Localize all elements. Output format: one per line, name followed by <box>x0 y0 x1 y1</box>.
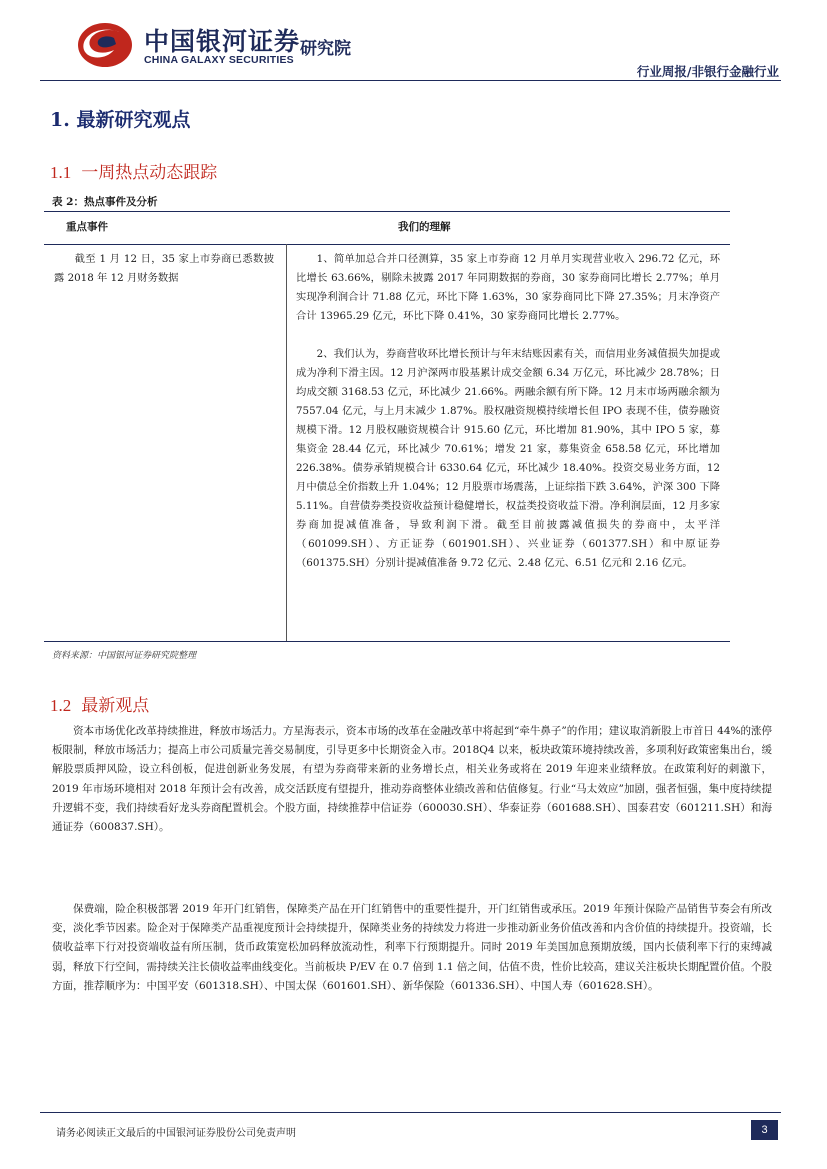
subsection-title-1-1 <box>50 158 217 183</box>
page-number: 3 <box>751 1120 778 1140</box>
paragraph-insurance: 保费端，险企积极部署 2019 年开门红销售，保障类产品在开门红销售中的重要性提升，开门红销售或承压。2019 年预计保险产品销售节奏会有所改变，淡化季节因素。险企对于保障类产品重视度预计会持续提升，保障类业务的持续发力将进一步推动新业务价值改善和内含价值的持续提升。投资端，长债收益率下行对投资端收益有所压制，货币政策宽松加码释放流动性，利率下行预期提升。同时 2019 年美国加息预期放缓，国内长债利率下行的束缚减弱，释放下行空间，需持续关注长债收益率曲线变化。当前板块 P/EV 在 0.7 倍到 1.1 倍之间，估值不贵，性价比较高，建议关注板块长期配置价值。个股方面，推荐顺序为：中国平安（601318.SH）、中国太保（601601.SH）、新华保险（601336.SH）、中国人寿（601628.SH）。 <box>52 903 772 992</box>
header-divider <box>40 80 781 81</box>
table-bottom-rule <box>44 641 730 642</box>
subsection-text: 一周热点动态跟踪 <box>81 163 218 183</box>
paragraph-brokerage: 资本市场优化改革持续推进，释放市场活力。方星海表示，资本市场的改革在金融改革中将起到“牵牛鼻子”的作用；建议取消新股上市首日 44%的涨停板限制，释放市场活力；提高上市公司质量完善交易制度，引导更多中长期资金入市。2018Q4 以来，板块政策环境持续改善，多项利好政策密集出台，缓解股票质押风险，设立科创板，促进创新业务发展，有望为券商带来新的业务增长点，相关业务或将在 2019 年迎来业绩释放。在政策利好的刺激下，2019 年市场环境相对 2018 年预计会有改善，成交活跃度有望提升，推动券商整体业绩改善和估值修复。行业“马太效应”加剧，强者恒强，集中度持续提升逻辑不变，我们持续看好龙头券商配置机会。个股方面，持续推荐中信证券（600030.SH）、华泰证券（601688.SH）、国泰君安（601211.SH）和海通证券（600837.SH）。 <box>52 725 772 834</box>
table-column-divider <box>286 244 287 642</box>
subsection-title-1-2 <box>50 691 149 716</box>
footer-disclaimer: 请务必阅读正文最后的中国银河证券股份公司免责声明 <box>56 1128 296 1139</box>
subsection-text: 最新观点 <box>81 696 150 716</box>
footer-divider <box>40 1112 781 1113</box>
galaxy-logo-icon <box>76 20 134 70</box>
table-caption: 表 2：热点事件及分析 <box>52 196 158 208</box>
table-source: 资料来源：中国银河证券研究院整理 <box>52 651 197 661</box>
table-top-rule <box>44 211 730 212</box>
table-cell-event: 截至 1 月 12 日，35 家上市券商已悉数披露 2018 年 12 月财务数据 <box>54 253 274 284</box>
subsection-number: 1.2 <box>50 696 72 715</box>
brand-name-en: CHINA GALAXY SECURITIES <box>144 54 294 66</box>
table-header-rule <box>44 244 730 245</box>
table-header-event: 重点事件 <box>66 221 108 233</box>
brand-name-cn: 中国银河证券 <box>144 27 301 56</box>
table-header-analysis: 我们的理解 <box>398 221 451 233</box>
brand-suffix: 研究院 <box>300 39 351 59</box>
report-type: 行业周报/非银行金融行业 <box>636 64 779 79</box>
subsection-number: 1.1 <box>50 163 72 182</box>
section-title: 1. 最新研究观点 <box>50 109 191 131</box>
table-cell-analysis-1: 1、简单加总合并口径测算，35 家上市券商 12 月单月实现营业收入 296.72 亿元，环比增长 63.66%，剔除未披露 2017 年同期数据的券商，30 家券商同比增长 2.77%；单月实现净利润合计 71.88 亿元，环比下降 1.63%，30 家券商同比下降 27.35%；月末净资产合计 13965.29 亿元，环比下降 0.41%，30 家券商同比增长 2.77%。 <box>296 253 720 322</box>
table-cell-analysis-2: 2、我们认为，券商营收环比增长预计与年末结账因素有关，而信用业务减值损失加提或成为净利下滑主因。12 月沪深两市股基累计成交金额 6.34 万亿元，环比减少 28.78%；日均成交额 3168.53 亿元，环比减少 21.66%。两融余额有所下降。12 月末市场两融余额为 7557.04 亿元，与上月末减少 1.87%。股权融资规模持续增长但 IPO 表现不佳，债券融资规模下滑。12 月股权融资规模合计 915.60 亿元，环比增加 81.90%，其中 IPO 5 家，募集资金 28.44 亿元，环比减少 70.61%；增发 21 家，募集资金 658.58 亿元，环比增加 226.38%。债券承销规模合计 6330.64 亿元，环比减少 18.40%。投资交易业务方面，12 月中债总全价指数上升 1.04%；12 月股票市场震荡，上证综指下跌 3.64%，沪深 300 下降 5.11%。自营债券类投资收益预计稳健增长，权益类投资收益下滑。净利润层面，12 月多家券商加提减值准备，导致利润下滑。截至目前披露减值损失的券商中，太平洋（601099.SH）、方正证券（601901.SH）、兴业证券（601377.SH）和中原证券（601375.SH）分别计提减值准备 9.72 亿元、2.48 亿元、6.51 亿元和 2.16 亿元。 <box>296 348 720 569</box>
